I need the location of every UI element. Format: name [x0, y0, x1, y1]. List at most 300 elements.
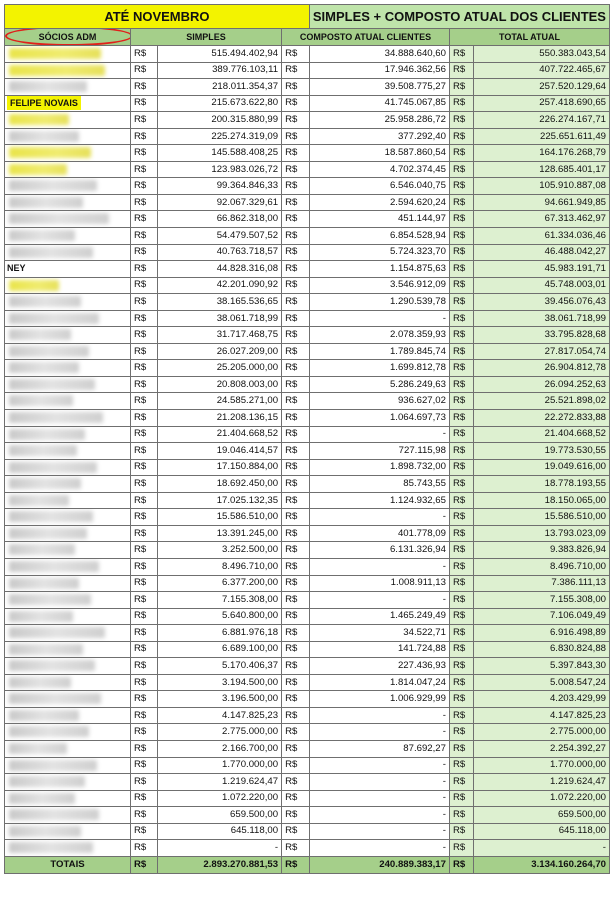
currency-symbol: R$	[130, 277, 157, 294]
redacted-name	[9, 511, 93, 522]
table-row	[5, 261, 610, 278]
table-row	[5, 740, 610, 757]
table-row	[5, 228, 610, 245]
simples-value: 21.208.136,15	[158, 410, 282, 427]
simples-value: 659.500,00	[158, 807, 282, 824]
currency-symbol: R$	[282, 740, 310, 757]
composto-value: 141.724,88	[309, 641, 449, 658]
composto-value: 1.064.697,73	[309, 410, 449, 427]
currency-symbol: R$	[282, 178, 310, 195]
socio-name: FELIPE NOVAIS	[7, 96, 81, 110]
total-value: 45.748.003,01	[474, 277, 610, 294]
total-value: 15.586.510,00	[474, 509, 610, 526]
simples-value: 26.027.209,00	[158, 343, 282, 360]
socio-name-cell	[5, 277, 131, 294]
redacted-name	[9, 412, 103, 423]
redacted-name	[9, 528, 87, 539]
simples-value: 5.640.800,00	[158, 608, 282, 625]
socio-name-cell	[5, 145, 131, 162]
currency-symbol: R$	[449, 608, 473, 625]
table-row	[5, 459, 610, 476]
socio-name-cell	[5, 774, 131, 791]
currency-symbol: R$	[282, 823, 310, 840]
currency-symbol: R$	[282, 426, 310, 443]
socio-name-cell	[5, 674, 131, 691]
currency-symbol: R$	[130, 95, 157, 112]
simples-value: 218.011.354,37	[158, 79, 282, 96]
table-row	[5, 310, 610, 327]
simples-value: 54.479.507,52	[158, 228, 282, 245]
table-row	[5, 128, 610, 145]
total-value: 7.386.111,13	[474, 575, 610, 592]
redacted-name	[9, 197, 83, 208]
socio-name-cell	[5, 62, 131, 79]
currency-symbol: R$	[282, 145, 310, 162]
currency-symbol: R$	[282, 360, 310, 377]
total-value: 257.520.129,64	[474, 79, 610, 96]
socio-name-cell	[5, 128, 131, 145]
simples-value: 92.067.329,61	[158, 194, 282, 211]
currency-symbol: R$	[130, 244, 157, 261]
currency-symbol: R$	[282, 459, 310, 476]
table-row	[5, 823, 610, 840]
currency-symbol: R$	[449, 393, 473, 410]
composto-value: 87.692,27	[309, 740, 449, 757]
redacted-name	[9, 313, 99, 324]
currency-symbol: R$	[130, 542, 157, 559]
redacted-name	[9, 726, 89, 737]
total-value: 2.775.000,00	[474, 724, 610, 741]
table-row	[5, 211, 610, 228]
composto-value: 25.958.286,72	[309, 112, 449, 129]
table-row	[5, 194, 610, 211]
currency-symbol: R$	[449, 46, 473, 63]
composto-value: -	[309, 707, 449, 724]
total-value: 225.651.611,49	[474, 128, 610, 145]
redacted-name	[9, 280, 59, 291]
currency-symbol: R$	[130, 840, 157, 857]
composto-value: 1.898.732,00	[309, 459, 449, 476]
table-row	[5, 807, 610, 824]
currency-symbol: R$	[282, 509, 310, 526]
composto-value: -	[309, 840, 449, 857]
composto-value: -	[309, 823, 449, 840]
currency-symbol: R$	[282, 261, 310, 278]
table-row	[5, 840, 610, 857]
col-header-total: TOTAL ATUAL	[449, 29, 609, 46]
currency-symbol: R$	[282, 641, 310, 658]
redacted-name	[9, 644, 83, 655]
table-row	[5, 112, 610, 129]
currency-symbol: R$	[449, 211, 473, 228]
table-row	[5, 426, 610, 443]
composto-value: 936.627,02	[309, 393, 449, 410]
table-row	[5, 592, 610, 609]
socio-name-cell	[5, 376, 131, 393]
currency-symbol: R$	[282, 674, 310, 691]
table-row	[5, 95, 610, 112]
currency-symbol: R$	[449, 658, 473, 675]
currency-symbol: R$	[130, 211, 157, 228]
currency-symbol: R$	[282, 277, 310, 294]
currency-symbol: R$	[282, 757, 310, 774]
currency-symbol: R$	[282, 724, 310, 741]
simples-value: 6.377.200,00	[158, 575, 282, 592]
currency-symbol: R$	[130, 856, 157, 873]
currency-symbol: R$	[130, 674, 157, 691]
total-value: 26.904.812,78	[474, 360, 610, 377]
currency-symbol: R$	[449, 823, 473, 840]
total-value: 5.008.547,24	[474, 674, 610, 691]
simples-value: 2.166.700,00	[158, 740, 282, 757]
simples-value: 38.061.718,99	[158, 310, 282, 327]
currency-symbol: R$	[130, 426, 157, 443]
table-body	[5, 46, 610, 874]
total-value: 61.334.036,46	[474, 228, 610, 245]
table-row	[5, 244, 610, 261]
composto-value: 451.144,97	[309, 211, 449, 228]
total-value: 105.910.887,08	[474, 178, 610, 195]
simples-value: 66.862.318,00	[158, 211, 282, 228]
currency-symbol: R$	[449, 691, 473, 708]
socio-name-cell	[5, 807, 131, 824]
currency-symbol: R$	[130, 790, 157, 807]
currency-symbol: R$	[282, 558, 310, 575]
socio-name-cell	[5, 740, 131, 757]
composto-value: -	[309, 807, 449, 824]
currency-symbol: R$	[282, 95, 310, 112]
simples-value: 1.770.000,00	[158, 757, 282, 774]
currency-symbol: R$	[449, 310, 473, 327]
redacted-name	[9, 379, 95, 390]
currency-symbol: R$	[449, 376, 473, 393]
simples-value: 25.205.000,00	[158, 360, 282, 377]
composto-value: -	[309, 592, 449, 609]
currency-symbol: R$	[130, 145, 157, 162]
title-band-row	[5, 5, 610, 29]
socio-name-cell	[5, 360, 131, 377]
socio-name-cell	[5, 46, 131, 63]
col-header-socios	[5, 29, 131, 46]
table-row	[5, 476, 610, 493]
currency-symbol: R$	[130, 724, 157, 741]
total-value: 33.795.828,68	[474, 327, 610, 344]
table-row	[5, 376, 610, 393]
total-value: 25.521.898,02	[474, 393, 610, 410]
currency-symbol: R$	[130, 509, 157, 526]
table-row	[5, 46, 610, 63]
currency-symbol: R$	[449, 261, 473, 278]
redacted-name	[9, 544, 75, 555]
currency-symbol: R$	[282, 658, 310, 675]
total-value: 407.722.465,67	[474, 62, 610, 79]
redacted-name	[9, 329, 71, 340]
currency-symbol: R$	[282, 443, 310, 460]
total-value: 46.488.042,27	[474, 244, 610, 261]
currency-symbol: R$	[282, 327, 310, 344]
socio-name-cell	[5, 310, 131, 327]
total-value: 659.500,00	[474, 807, 610, 824]
currency-symbol: R$	[449, 459, 473, 476]
table-row	[5, 575, 610, 592]
socio-name-cell	[5, 840, 131, 857]
composto-value: 1.290.539,78	[309, 294, 449, 311]
composto-value: 6.131.326,94	[309, 542, 449, 559]
table-row	[5, 492, 610, 509]
composto-value: -	[309, 790, 449, 807]
simples-value: 1.072.220,00	[158, 790, 282, 807]
currency-symbol: R$	[130, 410, 157, 427]
col-header-simples: SIMPLES	[130, 29, 281, 46]
total-value: 1.072.220,00	[474, 790, 610, 807]
redacted-name	[9, 462, 97, 473]
table-row	[5, 145, 610, 162]
currency-symbol: R$	[130, 641, 157, 658]
total-value: 2.254.392,27	[474, 740, 610, 757]
spreadsheet-table	[4, 4, 610, 874]
currency-symbol: R$	[130, 625, 157, 642]
currency-symbol: R$	[130, 658, 157, 675]
currency-symbol: R$	[130, 294, 157, 311]
socio-name-cell	[5, 194, 131, 211]
socio-name-cell	[5, 575, 131, 592]
redacted-name	[9, 180, 97, 191]
simples-value: 1.219.624,47	[158, 774, 282, 791]
table-row	[5, 641, 610, 658]
socio-name-cell	[5, 641, 131, 658]
currency-symbol: R$	[282, 79, 310, 96]
total-value: 26.094.252,63	[474, 376, 610, 393]
currency-symbol: R$	[130, 707, 157, 724]
simples-value: 19.046.414,57	[158, 443, 282, 460]
socio-name-cell	[5, 707, 131, 724]
composto-value: 1.699.812,78	[309, 360, 449, 377]
socio-name-cell	[5, 79, 131, 96]
socio-name-cell	[5, 178, 131, 195]
simples-value: 6.881.976,18	[158, 625, 282, 642]
total-value: 5.397.843,30	[474, 658, 610, 675]
currency-symbol: R$	[282, 707, 310, 724]
composto-value: -	[309, 558, 449, 575]
composto-value: 1.008.911,13	[309, 575, 449, 592]
redacted-name	[9, 147, 91, 158]
redacted-name	[9, 213, 109, 224]
currency-symbol: R$	[282, 294, 310, 311]
total-value: 13.793.023,09	[474, 525, 610, 542]
currency-symbol: R$	[449, 327, 473, 344]
currency-symbol: R$	[449, 840, 473, 857]
total-value: 6.830.824,88	[474, 641, 610, 658]
socio-name-cell	[5, 509, 131, 526]
redacted-name	[9, 561, 99, 572]
table-row	[5, 360, 610, 377]
composto-value: 17.946.362,56	[309, 62, 449, 79]
total-value: 38.061.718,99	[474, 310, 610, 327]
redacted-name	[9, 826, 81, 837]
total-value: 22.272.833,88	[474, 410, 610, 427]
redacted-name	[9, 578, 79, 589]
composto-value: 41.745.067,85	[309, 95, 449, 112]
table-row	[5, 327, 610, 344]
total-value: 94.661.949,85	[474, 194, 610, 211]
currency-symbol: R$	[282, 691, 310, 708]
composto-value: 1.124.932,65	[309, 492, 449, 509]
total-value: 19.773.530,55	[474, 443, 610, 460]
table-row	[5, 443, 610, 460]
redacted-name	[9, 594, 91, 605]
currency-symbol: R$	[130, 128, 157, 145]
redacted-name	[9, 247, 93, 258]
currency-symbol: R$	[449, 807, 473, 824]
composto-value: 6.854.528,94	[309, 228, 449, 245]
currency-symbol: R$	[130, 194, 157, 211]
total-value: 1.219.624,47	[474, 774, 610, 791]
currency-symbol: R$	[449, 244, 473, 261]
redacted-name	[9, 395, 73, 406]
table-row	[5, 525, 610, 542]
socio-name-cell	[5, 525, 131, 542]
socio-name-cell	[5, 294, 131, 311]
socio-name-cell	[5, 492, 131, 509]
currency-symbol: R$	[130, 161, 157, 178]
composto-value: -	[309, 509, 449, 526]
table-row	[5, 79, 610, 96]
total-value: 19.049.616,00	[474, 459, 610, 476]
socio-name-cell	[5, 327, 131, 344]
currency-symbol: R$	[282, 112, 310, 129]
table-row	[5, 294, 610, 311]
socio-name-cell	[5, 244, 131, 261]
redacted-name	[9, 809, 99, 820]
currency-symbol: R$	[282, 856, 310, 873]
simples-value: 40.763.718,57	[158, 244, 282, 261]
currency-symbol: R$	[449, 757, 473, 774]
currency-symbol: R$	[449, 558, 473, 575]
currency-symbol: R$	[282, 575, 310, 592]
redacted-name	[9, 495, 69, 506]
currency-symbol: R$	[130, 310, 157, 327]
total-value: 257.418.690,65	[474, 95, 610, 112]
socio-name-cell	[5, 823, 131, 840]
composto-value: 377.292,40	[309, 128, 449, 145]
redacted-name	[9, 743, 67, 754]
redacted-name	[9, 164, 67, 175]
simples-value: 44.828.316,08	[158, 261, 282, 278]
composto-value: 727.115,98	[309, 443, 449, 460]
socio-name-cell	[5, 443, 131, 460]
composto-value: 34.522,71	[309, 625, 449, 642]
table-row	[5, 674, 610, 691]
socio-name-cell	[5, 426, 131, 443]
currency-symbol: R$	[449, 426, 473, 443]
socio-name-cell	[5, 625, 131, 642]
total-value: 164.176.268,79	[474, 145, 610, 162]
table-row	[5, 608, 610, 625]
currency-symbol: R$	[130, 459, 157, 476]
currency-symbol: R$	[449, 294, 473, 311]
currency-symbol: R$	[282, 542, 310, 559]
composto-value: -	[309, 426, 449, 443]
currency-symbol: R$	[449, 410, 473, 427]
currency-symbol: R$	[449, 492, 473, 509]
redacted-name	[9, 81, 87, 92]
socio-name-cell	[5, 691, 131, 708]
currency-symbol: R$	[282, 343, 310, 360]
currency-symbol: R$	[449, 95, 473, 112]
simples-value: -	[158, 840, 282, 857]
redacted-name	[9, 362, 79, 373]
simples-value: 4.147.825,23	[158, 707, 282, 724]
socio-name-cell	[5, 542, 131, 559]
redacted-name	[9, 677, 71, 688]
simples-value: 215.673.622,80	[158, 95, 282, 112]
composto-value: -	[309, 724, 449, 741]
redacted-name	[9, 429, 85, 440]
table-row	[5, 62, 610, 79]
currency-symbol: R$	[130, 112, 157, 129]
socio-name-cell	[5, 476, 131, 493]
simples-value: 18.692.450,00	[158, 476, 282, 493]
simples-value: 24.585.271,00	[158, 393, 282, 410]
total-value: 6.916.498,89	[474, 625, 610, 642]
table-row	[5, 774, 610, 791]
redacted-name	[9, 627, 105, 638]
table-row	[5, 558, 610, 575]
socio-name-cell	[5, 410, 131, 427]
total-value: 8.496.710,00	[474, 558, 610, 575]
simples-value: 7.155.308,00	[158, 592, 282, 609]
composto-value: 4.702.374,45	[309, 161, 449, 178]
socio-name-cell	[5, 112, 131, 129]
redacted-name	[9, 114, 69, 125]
simples-value: 15.586.510,00	[158, 509, 282, 526]
currency-symbol: R$	[449, 343, 473, 360]
currency-symbol: R$	[130, 823, 157, 840]
socio-name-cell	[5, 459, 131, 476]
simples-value: 42.201.090,92	[158, 277, 282, 294]
currency-symbol: R$	[282, 46, 310, 63]
composto-value: 85.743,55	[309, 476, 449, 493]
currency-symbol: R$	[282, 625, 310, 642]
currency-symbol: R$	[449, 476, 473, 493]
redacted-name	[9, 65, 105, 76]
simples-value: 38.165.536,65	[158, 294, 282, 311]
currency-symbol: R$	[449, 592, 473, 609]
currency-symbol: R$	[449, 625, 473, 642]
currency-symbol: R$	[130, 476, 157, 493]
currency-symbol: R$	[130, 376, 157, 393]
currency-symbol: R$	[449, 740, 473, 757]
simples-value: 3.252.500,00	[158, 542, 282, 559]
simples-value: 2.775.000,00	[158, 724, 282, 741]
socio-name-cell	[5, 658, 131, 675]
table-row	[5, 724, 610, 741]
total-value: 128.685.401,17	[474, 161, 610, 178]
composto-value: 3.546.912,09	[309, 277, 449, 294]
currency-symbol: R$	[282, 161, 310, 178]
simples-value: 31.717.468,75	[158, 327, 282, 344]
currency-symbol: R$	[449, 542, 473, 559]
currency-symbol: R$	[449, 128, 473, 145]
composto-value: 34.888.640,60	[309, 46, 449, 63]
composto-value: 1.465.249,49	[309, 608, 449, 625]
simples-value: 3.194.500,00	[158, 674, 282, 691]
summary-title: SIMPLES + COMPOSTO ATUAL DOS CLIENTES	[309, 5, 609, 29]
simples-value: 3.196.500,00	[158, 691, 282, 708]
period-title: ATÉ NOVEMBRO	[5, 5, 310, 29]
currency-symbol: R$	[449, 443, 473, 460]
currency-symbol: R$	[130, 592, 157, 609]
